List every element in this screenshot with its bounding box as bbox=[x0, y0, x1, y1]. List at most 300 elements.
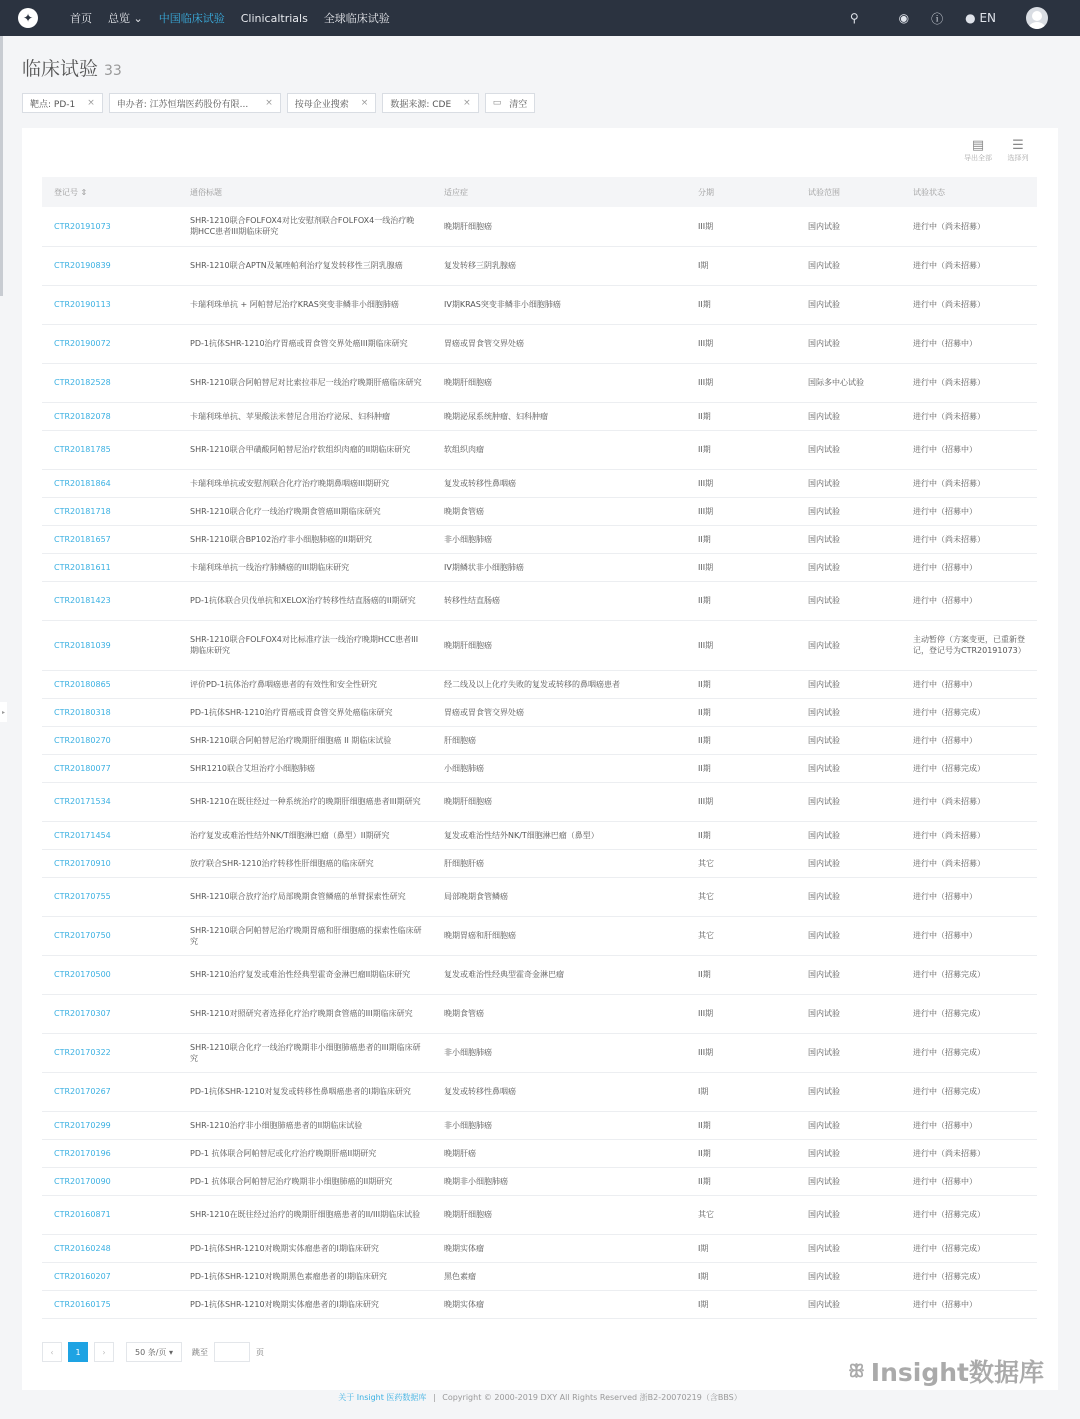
trial-status: 进行中（招募完成） bbox=[901, 698, 1037, 726]
indication: 晚期食管癌 bbox=[432, 994, 686, 1033]
trial-status: 进行中（招募中） bbox=[901, 581, 1037, 620]
watermark-text: Insight数据库 bbox=[870, 1358, 1044, 1387]
nav-global-trials[interactable]: 全球临床试验 bbox=[323, 12, 390, 25]
filter-label: 申办者: 江苏恒瑞医药股份有限... bbox=[116, 99, 249, 110]
top-nav bbox=[0, 0, 1080, 36]
export-all-button[interactable] bbox=[958, 138, 998, 163]
trial-title: PD-1抗体SHR-1210对晚期黑色素瘤患者的I期临床研究 bbox=[178, 1262, 432, 1290]
indication: 胃癌或胃食管交界处癌 bbox=[432, 698, 686, 726]
registration-no-link[interactable]: CTR20181657 bbox=[42, 525, 178, 553]
phase: II期 bbox=[686, 698, 796, 726]
close-icon[interactable]: × bbox=[87, 98, 95, 108]
trial-title: PD-1抗体SHR-1210治疗胃癌或胃食管交界处癌临床研究 bbox=[178, 698, 432, 726]
trial-status: 进行中（尚未招募） bbox=[901, 246, 1037, 285]
registration-no-link[interactable]: CTR20170755 bbox=[42, 877, 178, 916]
table-row[interactable] bbox=[42, 581, 1037, 620]
registration-no-link[interactable]: CTR20181864 bbox=[42, 469, 178, 497]
table-row[interactable] bbox=[42, 402, 1037, 430]
search-icon[interactable]: ⚲ bbox=[849, 11, 859, 25]
filter-chip-sponsor[interactable] bbox=[109, 93, 281, 113]
trial-scope: 国内试验 bbox=[796, 207, 901, 246]
phase: III期 bbox=[686, 782, 796, 821]
table-row[interactable] bbox=[42, 553, 1037, 581]
close-icon[interactable]: × bbox=[463, 98, 471, 108]
trial-status: 进行中（尚未招募） bbox=[901, 207, 1037, 246]
trial-title: 治疗复发或难治性结外NK/T细胞淋巴瘤（鼻型）II期研究 bbox=[178, 821, 432, 849]
header-indication: 适应症 bbox=[432, 177, 686, 207]
trial-scope: 国内试验 bbox=[796, 430, 901, 469]
table-row[interactable] bbox=[42, 1195, 1037, 1234]
table-row[interactable] bbox=[42, 363, 1037, 402]
indication: 非小细胞肺癌 bbox=[432, 1111, 686, 1139]
registration-no-link[interactable]: CTR20170500 bbox=[42, 955, 178, 994]
footer bbox=[0, 1392, 1080, 1403]
registration-no-link[interactable]: CTR20181039 bbox=[42, 620, 178, 670]
filter-chip-target[interactable] bbox=[22, 93, 103, 113]
indication: 黑色素瘤 bbox=[432, 1262, 686, 1290]
trial-scope: 国内试验 bbox=[796, 754, 901, 782]
trial-scope: 国内试验 bbox=[796, 246, 901, 285]
trial-status: 进行中（招募完成） bbox=[901, 955, 1037, 994]
phase: I期 bbox=[686, 1290, 796, 1318]
page-1-button[interactable]: 1 bbox=[68, 1342, 88, 1362]
trial-status: 主动暂停（方案变更，已重新登记，登记号为CTR20191073） bbox=[901, 620, 1037, 670]
registration-no-link[interactable]: CTR20181423 bbox=[42, 581, 178, 620]
phase: III期 bbox=[686, 994, 796, 1033]
site-logo[interactable]: ✦ bbox=[18, 8, 38, 28]
jump-label: 跳至 bbox=[191, 1347, 208, 1357]
trial-title: PD-1 抗体联合阿帕替尼或化疗治疗晚期肝癌II期研究 bbox=[178, 1139, 432, 1167]
phase: II期 bbox=[686, 754, 796, 782]
globe-icon: ● bbox=[965, 11, 976, 25]
trial-status: 进行中（尚未招募） bbox=[901, 1139, 1037, 1167]
trial-status: 进行中（招募中） bbox=[901, 877, 1037, 916]
indication: 晚期实体瘤 bbox=[432, 1290, 686, 1318]
table-row[interactable] bbox=[42, 1290, 1037, 1318]
trial-title: PD-1抗体联合贝伐单抗和XELOX治疗转移性结直肠癌的II期研究 bbox=[178, 581, 432, 620]
table-row[interactable] bbox=[42, 1111, 1037, 1139]
trial-status: 进行中（招募中） bbox=[901, 1111, 1037, 1139]
trial-title: SHR-1210联合化疗一线治疗晚期食管癌III期临床研究 bbox=[178, 497, 432, 525]
trial-title: 评价PD-1抗体治疗鼻咽癌患者的有效性和安全性研究 bbox=[178, 670, 432, 698]
trial-status: 进行中（尚未招募） bbox=[901, 469, 1037, 497]
indication: IV期鳞状非小细胞肺癌 bbox=[432, 553, 686, 581]
wechat-icon: ꕥ bbox=[848, 1360, 865, 1382]
phase: II期 bbox=[686, 525, 796, 553]
phase: 其它 bbox=[686, 877, 796, 916]
indication: 复发或难治性结外NK/T细胞淋巴瘤（鼻型） bbox=[432, 821, 686, 849]
trial-scope: 国内试验 bbox=[796, 285, 901, 324]
footer-copyright: Copyright © 2000-2019 DXY All Rights Reserved 浙B2-20070219（含BBS） bbox=[442, 1393, 742, 1402]
indication: 晚期肝细胞癌 bbox=[432, 1195, 686, 1234]
trial-status: 进行中（招募完成） bbox=[901, 1262, 1037, 1290]
trial-status: 进行中（招募完成） bbox=[901, 1033, 1037, 1072]
table-row[interactable] bbox=[42, 1262, 1037, 1290]
indication: 晚期实体瘤 bbox=[432, 1234, 686, 1262]
table-row[interactable] bbox=[42, 1072, 1037, 1111]
filter-chip-source[interactable] bbox=[382, 93, 478, 113]
trial-scope: 国内试验 bbox=[796, 726, 901, 754]
header-status: 试验状态 bbox=[901, 177, 1037, 207]
indication: 晚期肝细胞癌 bbox=[432, 620, 686, 670]
registration-no-link[interactable]: CTR20170196 bbox=[42, 1139, 178, 1167]
trial-title: PD-1 抗体联合阿帕替尼治疗晚期非小细胞肺癌的II期研究 bbox=[178, 1167, 432, 1195]
registration-no-link[interactable]: CTR20191073 bbox=[42, 207, 178, 246]
filter-label: 靶点: PD-1 bbox=[30, 99, 76, 110]
trial-status: 进行中（招募中） bbox=[901, 1290, 1037, 1318]
registration-no-link[interactable]: CTR20170090 bbox=[42, 1167, 178, 1195]
trial-scope: 国内试验 bbox=[796, 1234, 901, 1262]
table-row[interactable] bbox=[42, 525, 1037, 553]
trial-scope: 国内试验 bbox=[796, 620, 901, 670]
trial-title: PD-1抗体SHR-1210对晚期实体瘤患者的I期临床研究 bbox=[178, 1234, 432, 1262]
header-scope: 试验范围 bbox=[796, 177, 901, 207]
trial-title: SHR-1210联合FOLFOX4对比标准疗法一线治疗晚期HCC患者III期临床研究 bbox=[178, 620, 432, 670]
table-row[interactable] bbox=[42, 207, 1037, 246]
filter-label: 按母企业搜索 bbox=[294, 99, 349, 110]
indication: 经二线及以上化疗失败的复发或转移的鼻咽癌患者 bbox=[432, 670, 686, 698]
trial-status: 进行中（招募完成） bbox=[901, 1234, 1037, 1262]
table-row[interactable] bbox=[42, 324, 1037, 363]
trial-title: SHR-1210联合放疗治疗局部晚期食管鳞癌的单臂探索性研究 bbox=[178, 877, 432, 916]
indication: 胃癌或胃食管交界处癌 bbox=[432, 324, 686, 363]
registration-no-link[interactable]: CTR20170299 bbox=[42, 1111, 178, 1139]
indication: 局部晚期食管鳞癌 bbox=[432, 877, 686, 916]
phase: II期 bbox=[686, 430, 796, 469]
registration-no-link[interactable]: CTR20182078 bbox=[42, 402, 178, 430]
trial-status: 进行中（招募中） bbox=[901, 497, 1037, 525]
header-title: 通俗标题 bbox=[178, 177, 432, 207]
trial-title: 卡瑞利珠单抗 + 阿帕替尼治疗KRAS突变非鳞非小细胞肺癌 bbox=[178, 285, 432, 324]
table-row[interactable] bbox=[42, 497, 1037, 525]
trial-title: SHR-1210在既往经过治疗的晚期肝细胞癌患者的II/III期临床试验 bbox=[178, 1195, 432, 1234]
phase: II期 bbox=[686, 726, 796, 754]
trial-scope: 国内试验 bbox=[796, 782, 901, 821]
trial-title: SHR-1210联合FOLFOX4对比安慰剂联合FOLFOX4一线治疗晚期HCC患者III期临床研究 bbox=[178, 207, 432, 246]
footer-about-link[interactable]: 关于 Insight 医药数据库 bbox=[338, 1393, 427, 1402]
phase: II期 bbox=[686, 285, 796, 324]
trial-status: 进行中（招募完成） bbox=[901, 754, 1037, 782]
registration-no-link[interactable]: CTR20190839 bbox=[42, 246, 178, 285]
trial-title: PD-1抗体SHR-1210治疗胃癌或胃食管交界处癌III期临床研究 bbox=[178, 324, 432, 363]
trial-title: SHR-1210治疗非小细胞肺癌患者的II期临床试验 bbox=[178, 1111, 432, 1139]
trial-status: 进行中（招募中） bbox=[901, 726, 1037, 754]
trash-icon: ▭ bbox=[492, 98, 502, 108]
trial-title: SHR-1210对照研究者选择化疗治疗晚期食管癌的III期临床研究 bbox=[178, 994, 432, 1033]
trial-status: 进行中（尚未招募） bbox=[901, 525, 1037, 553]
trial-title: SHR1210联合艾坦治疗小细胞肺癌 bbox=[178, 754, 432, 782]
trial-scope: 国内试验 bbox=[796, 955, 901, 994]
watermark bbox=[848, 1353, 1044, 1389]
trial-scope: 国内试验 bbox=[796, 670, 901, 698]
table-row[interactable] bbox=[42, 698, 1037, 726]
table-row[interactable] bbox=[42, 754, 1037, 782]
registration-no-link[interactable]: CTR20180077 bbox=[42, 754, 178, 782]
page-size-select[interactable]: 50 条/页 ▾ bbox=[126, 1342, 182, 1362]
trial-scope: 国内试验 bbox=[796, 1290, 901, 1318]
close-icon[interactable]: × bbox=[360, 98, 369, 108]
language-switch[interactable] bbox=[965, 11, 996, 25]
phase: 其它 bbox=[686, 849, 796, 877]
phase: II期 bbox=[686, 955, 796, 994]
list-icon: ☰ bbox=[1012, 138, 1024, 153]
table-row[interactable] bbox=[42, 285, 1037, 324]
nav-home[interactable]: 首页 bbox=[70, 12, 92, 25]
message-icon[interactable]: ◉ bbox=[898, 11, 910, 25]
table-row[interactable] bbox=[42, 955, 1037, 994]
export-icon: ▤ bbox=[971, 138, 985, 153]
trial-scope: 国内试验 bbox=[796, 1072, 901, 1111]
table-row[interactable] bbox=[42, 821, 1037, 849]
table-row[interactable] bbox=[42, 670, 1037, 698]
indication: 晚期食管癌 bbox=[432, 497, 686, 525]
phase: III期 bbox=[686, 553, 796, 581]
indication: 复发转移三阴乳腺癌 bbox=[432, 246, 686, 285]
trial-status: 进行中（招募中） bbox=[901, 1167, 1037, 1195]
table-row[interactable] bbox=[42, 782, 1037, 821]
trial-scope: 国内试验 bbox=[796, 877, 901, 916]
trial-scope: 国内试验 bbox=[796, 1195, 901, 1234]
table-row[interactable] bbox=[42, 916, 1037, 955]
trial-status: 进行中（招募中） bbox=[901, 430, 1037, 469]
next-page-button[interactable]: › bbox=[94, 1342, 114, 1362]
phase: II期 bbox=[686, 581, 796, 620]
help-icon[interactable]: ⓘ bbox=[931, 11, 944, 26]
trial-title: SHR-1210联合化疗一线治疗晚期非小细胞肺癌患者的III期临床研究 bbox=[178, 1033, 432, 1072]
header-phase: 分期 bbox=[686, 177, 796, 207]
indication: 晚期肝细胞癌 bbox=[432, 207, 686, 246]
indication: 非小细胞肺癌 bbox=[432, 1033, 686, 1072]
trial-scope: 国内试验 bbox=[796, 525, 901, 553]
indication: 肝细胞肝癌 bbox=[432, 849, 686, 877]
trial-title: SHR-1210治疗复发或难治性经典型霍奇金淋巴瘤II期临床研究 bbox=[178, 955, 432, 994]
phase: III期 bbox=[686, 469, 796, 497]
indication: 小细胞肺癌 bbox=[432, 754, 686, 782]
trial-status: 进行中（招募完成） bbox=[901, 1195, 1037, 1234]
phase: II期 bbox=[686, 1167, 796, 1195]
registration-no-link[interactable]: CTR20181718 bbox=[42, 497, 178, 525]
pagination bbox=[42, 1342, 264, 1362]
trial-title: PD-1抗体SHR-1210对晚期实体瘤患者的I期临床研究 bbox=[178, 1290, 432, 1318]
trial-status: 进行中（招募中） bbox=[901, 324, 1037, 363]
trial-status: 进行中（尚未招募） bbox=[901, 363, 1037, 402]
footer-separator: | bbox=[432, 1393, 436, 1402]
table-row[interactable] bbox=[42, 849, 1037, 877]
indication: 复发或转移性鼻咽癌 bbox=[432, 1072, 686, 1111]
phase: II期 bbox=[686, 402, 796, 430]
trial-title: SHR-1210联合APTN及氟唑帕利治疗复发转移性三阴乳腺癌 bbox=[178, 246, 432, 285]
phase: 其它 bbox=[686, 916, 796, 955]
trial-scope: 国内试验 bbox=[796, 469, 901, 497]
trial-title: 卡瑞利珠单抗或安慰剂联合化疗治疗晚期鼻咽癌III期研究 bbox=[178, 469, 432, 497]
indication: 转移性结直肠癌 bbox=[432, 581, 686, 620]
phase: III期 bbox=[686, 497, 796, 525]
indication: 晚期肝细胞癌 bbox=[432, 782, 686, 821]
phase: II期 bbox=[686, 1111, 796, 1139]
table-row[interactable] bbox=[42, 430, 1037, 469]
filter-bar bbox=[22, 93, 1058, 113]
registration-no-link[interactable]: CTR20171454 bbox=[42, 821, 178, 849]
trial-status: 进行中（招募完成） bbox=[901, 1072, 1037, 1111]
trial-status: 进行中（招募中） bbox=[901, 553, 1037, 581]
page-scrollbar[interactable] bbox=[0, 36, 3, 296]
indication: 晚期胃癌和肝细胞癌 bbox=[432, 916, 686, 955]
registration-no-link[interactable]: CTR20160248 bbox=[42, 1234, 178, 1262]
trial-status: 进行中（尚未招募） bbox=[901, 849, 1037, 877]
trial-status: 进行中（招募中） bbox=[901, 670, 1037, 698]
clear-label: 清空 bbox=[509, 99, 528, 110]
trial-title: SHR-1210联合阿帕替尼治疗晚期胃癌和肝细胞癌的探索性临床研究 bbox=[178, 916, 432, 955]
phase: III期 bbox=[686, 324, 796, 363]
indication: IV期KRAS突变非鳞非小细胞肺癌 bbox=[432, 285, 686, 324]
registration-no-link[interactable]: CTR20181785 bbox=[42, 430, 178, 469]
trial-scope: 国内试验 bbox=[796, 1111, 901, 1139]
trial-title: SHR-1210联合阿帕替尼对比索拉菲尼一线治疗晚期肝癌临床研究 bbox=[178, 363, 432, 402]
avatar[interactable] bbox=[1026, 7, 1048, 29]
registration-no-link[interactable]: CTR20182528 bbox=[42, 363, 178, 402]
language-label: EN bbox=[979, 11, 996, 25]
close-icon[interactable]: × bbox=[265, 98, 273, 108]
indication: 晚期泌尿系统肿瘤、妇科肿瘤 bbox=[432, 402, 686, 430]
registration-no-link[interactable]: CTR20181611 bbox=[42, 553, 178, 581]
trial-scope: 国内试验 bbox=[796, 1139, 901, 1167]
indication: 软组织肉瘤 bbox=[432, 430, 686, 469]
results-card bbox=[22, 128, 1058, 1390]
phase: I期 bbox=[686, 246, 796, 285]
trial-title: 卡瑞利珠单抗一线治疗肺鳞癌的III期临床研究 bbox=[178, 553, 432, 581]
trial-title: SHR-1210联合甲磺酸阿帕替尼治疗软组织肉瘤的II期临床研究 bbox=[178, 430, 432, 469]
table-row[interactable] bbox=[42, 469, 1037, 497]
phase: I期 bbox=[686, 1072, 796, 1111]
registration-no-link[interactable]: CTR20160207 bbox=[42, 1262, 178, 1290]
table-header-row bbox=[42, 177, 1037, 207]
clear-filters-button[interactable] bbox=[485, 93, 536, 113]
phase: 其它 bbox=[686, 1195, 796, 1234]
registration-no-link[interactable]: CTR20190072 bbox=[42, 324, 178, 363]
indication: 非小细胞肺癌 bbox=[432, 525, 686, 553]
registration-no-link[interactable]: CTR20160175 bbox=[42, 1290, 178, 1318]
page-suffix: 页 bbox=[255, 1347, 264, 1357]
header-registration-no[interactable]: 登记号 ⇕ bbox=[42, 177, 178, 207]
table-row[interactable] bbox=[42, 1234, 1037, 1262]
trial-scope: 国内试验 bbox=[796, 324, 901, 363]
phase: II期 bbox=[686, 821, 796, 849]
prev-page-button[interactable]: ‹ bbox=[42, 1342, 62, 1362]
trial-scope: 国内试验 bbox=[796, 497, 901, 525]
nav-overview[interactable]: 总览 ⌄ bbox=[108, 12, 143, 25]
phase: III期 bbox=[686, 620, 796, 670]
registration-no-link[interactable]: CTR20160871 bbox=[42, 1195, 178, 1234]
table-row[interactable] bbox=[42, 1167, 1037, 1195]
registration-no-link[interactable]: CTR20170307 bbox=[42, 994, 178, 1033]
trial-scope: 国内试验 bbox=[796, 1033, 901, 1072]
table-tools bbox=[958, 138, 1038, 163]
filter-chip-parent-company[interactable] bbox=[287, 93, 377, 113]
trial-scope: 国内试验 bbox=[796, 916, 901, 955]
phase: III期 bbox=[686, 207, 796, 246]
tool-label: 导出全部 bbox=[964, 154, 992, 162]
trial-scope: 国际多中心试验 bbox=[796, 363, 901, 402]
registration-no-link[interactable]: CTR20170267 bbox=[42, 1072, 178, 1111]
trial-status: 进行中（招募完成） bbox=[901, 994, 1037, 1033]
trial-title: SHR-1210联合阿帕替尼治疗晚期肝细胞癌 II 期临床试验 bbox=[178, 726, 432, 754]
indication: 复发或转移性鼻咽癌 bbox=[432, 469, 686, 497]
trial-scope: 国内试验 bbox=[796, 1167, 901, 1195]
registration-no-link[interactable]: CTR20170322 bbox=[42, 1033, 178, 1072]
nav-right bbox=[828, 7, 1062, 29]
registration-no-link[interactable]: CTR20180865 bbox=[42, 670, 178, 698]
nav-clinicaltrials[interactable]: Clinicaltrials bbox=[240, 11, 308, 25]
trial-title: SHR-1210在既往经过一种系统治疗的晚期肝细胞癌患者III期研究 bbox=[178, 782, 432, 821]
phase: I期 bbox=[686, 1262, 796, 1290]
trials-table bbox=[42, 177, 1037, 1319]
indication: 晚期肝细胞癌 bbox=[432, 363, 686, 402]
registration-no-link[interactable]: CTR20170750 bbox=[42, 916, 178, 955]
table-row[interactable] bbox=[42, 246, 1037, 285]
tool-label: 选择列 bbox=[1007, 154, 1029, 162]
trial-scope: 国内试验 bbox=[796, 402, 901, 430]
trial-scope: 国内试验 bbox=[796, 821, 901, 849]
table-row[interactable] bbox=[42, 994, 1037, 1033]
registration-no-link[interactable]: CTR20170910 bbox=[42, 849, 178, 877]
table-row[interactable] bbox=[42, 1033, 1037, 1072]
phase: I期 bbox=[686, 1234, 796, 1262]
indication: 复发或难治性经典型霍奇金淋巴瘤 bbox=[432, 955, 686, 994]
chevron-right-icon: ▸ bbox=[1, 708, 5, 716]
trial-scope: 国内试验 bbox=[796, 698, 901, 726]
trial-status: 进行中（招募中） bbox=[901, 916, 1037, 955]
phase: III期 bbox=[686, 363, 796, 402]
registration-no-link[interactable]: CTR20190113 bbox=[42, 285, 178, 324]
side-expand-tab[interactable] bbox=[0, 702, 7, 722]
indication: 肝细胞癌 bbox=[432, 726, 686, 754]
select-columns-button[interactable] bbox=[998, 138, 1038, 163]
indication: 晚期非小细胞肺癌 bbox=[432, 1167, 686, 1195]
nav-china-trials[interactable]: 中国临床试验 bbox=[158, 12, 225, 25]
trial-title: 卡瑞利珠单抗、苹果酸法米替尼合用治疗泌尿、妇科肿瘤 bbox=[178, 402, 432, 430]
trial-title: 放疗联合SHR-1210治疗转移性肝细胞癌的临床研究 bbox=[178, 849, 432, 877]
trial-scope: 国内试验 bbox=[796, 1262, 901, 1290]
trial-scope: 国内试验 bbox=[796, 994, 901, 1033]
registration-no-link[interactable]: CTR20171534 bbox=[42, 782, 178, 821]
page-header bbox=[0, 36, 1080, 113]
registration-no-link[interactable]: CTR20180270 bbox=[42, 726, 178, 754]
trial-title: PD-1抗体SHR-1210对复发或转移性鼻咽癌患者的I期临床研究 bbox=[178, 1072, 432, 1111]
table-row[interactable] bbox=[42, 877, 1037, 916]
trial-title: SHR-1210联合BP102治疗非小细胞肺癌的II期研究 bbox=[178, 525, 432, 553]
table-body bbox=[42, 207, 1037, 1318]
page-title: 临床试验 bbox=[22, 58, 99, 80]
table-row[interactable] bbox=[42, 726, 1037, 754]
trial-status: 进行中（尚未招募） bbox=[901, 402, 1037, 430]
trial-scope: 国内试验 bbox=[796, 553, 901, 581]
registration-no-link[interactable]: CTR20180318 bbox=[42, 698, 178, 726]
result-count: 33 bbox=[104, 63, 122, 79]
indication: 晚期肝癌 bbox=[432, 1139, 686, 1167]
phase: II期 bbox=[686, 670, 796, 698]
trial-status: 进行中（尚未招募） bbox=[901, 782, 1037, 821]
jump-page-input[interactable] bbox=[214, 1342, 250, 1362]
trial-scope: 国内试验 bbox=[796, 849, 901, 877]
trial-status: 进行中（尚未招募） bbox=[901, 821, 1037, 849]
filter-label: 数据来源: CDE bbox=[390, 99, 452, 110]
table-row[interactable] bbox=[42, 620, 1037, 670]
trial-scope: 国内试验 bbox=[796, 581, 901, 620]
phase: II期 bbox=[686, 1139, 796, 1167]
phase: III期 bbox=[686, 1033, 796, 1072]
trial-status: 进行中（尚未招募） bbox=[901, 285, 1037, 324]
table-row[interactable] bbox=[42, 1139, 1037, 1167]
